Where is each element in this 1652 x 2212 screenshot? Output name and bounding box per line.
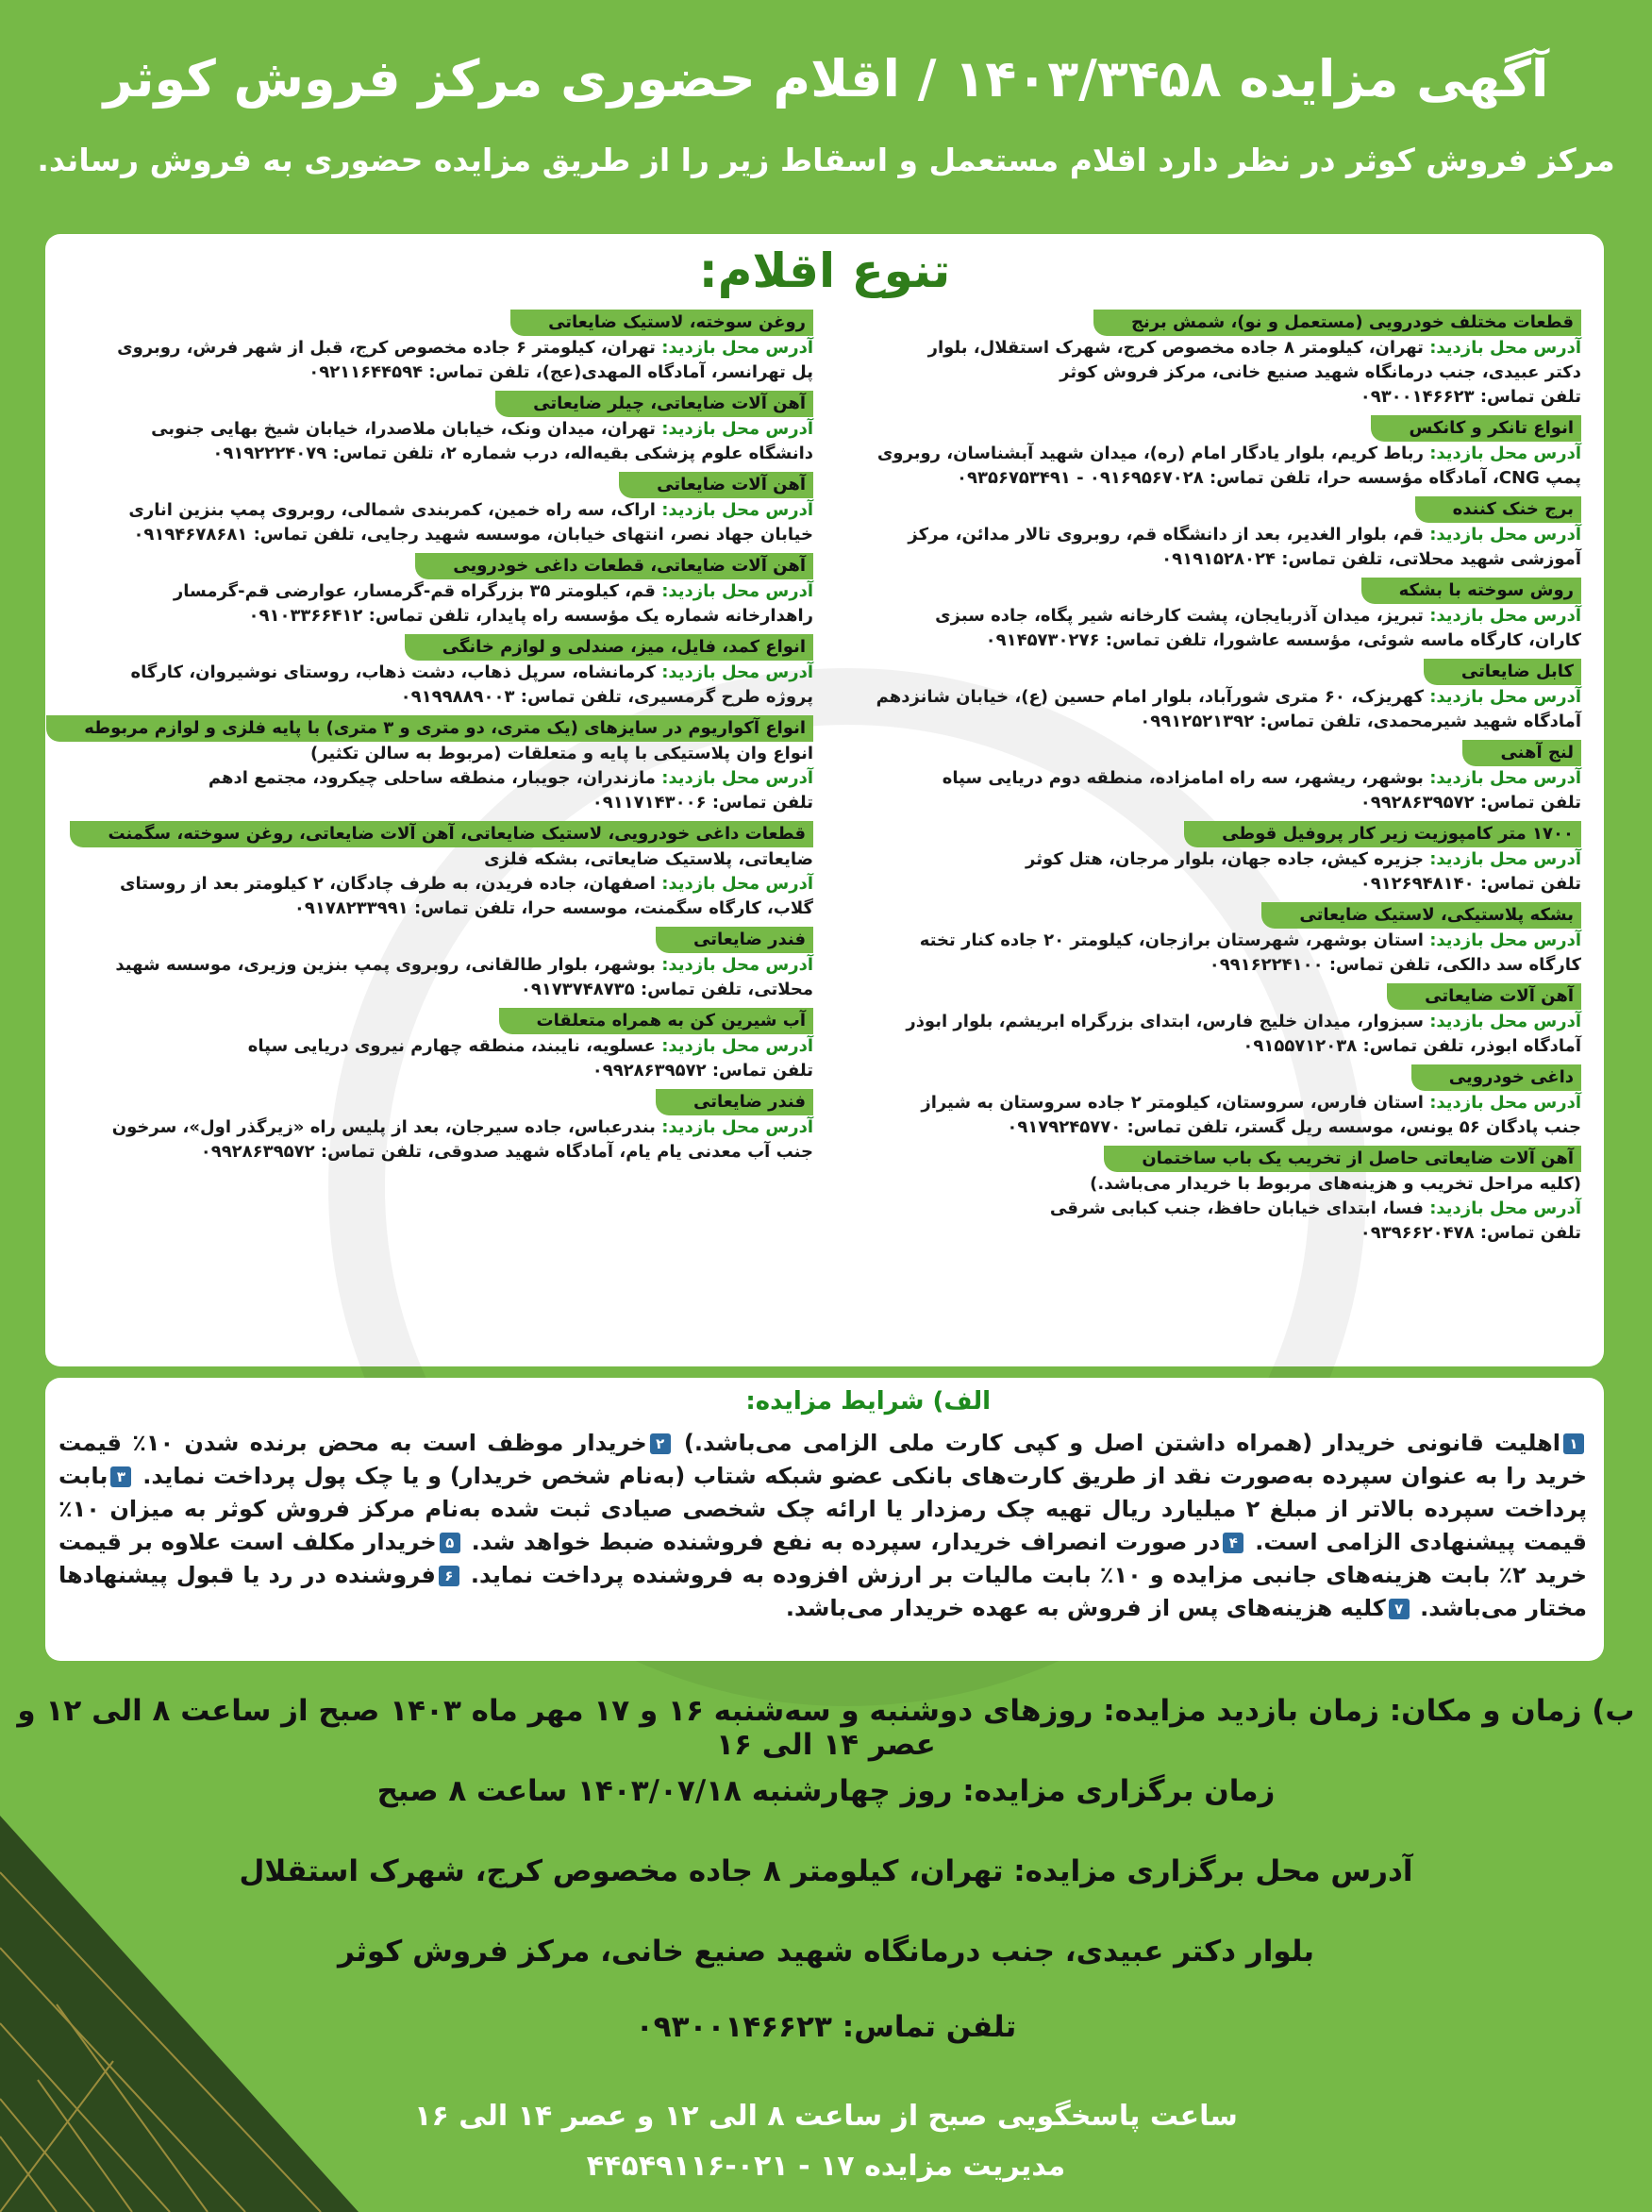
item-line: آدرس محل بازدید: قم، کیلومتر ۳۵ بزرگراه قم-گرمسار، عوارضی قم-گرمسار <box>173 581 813 601</box>
item-entry <box>68 927 813 1002</box>
item-line: محلاتی، تلفن تماس: ۰۹۱۷۳۷۴۸۷۳۵ <box>520 980 813 999</box>
condition-text: در صورت انصراف خریدار، سپرده به نفع فروشنده ضبط خواهد شد. <box>462 1529 1221 1555</box>
item-line: تلفن تماس: ۰۹۱۱۷۱۴۳۰۰۶ <box>592 793 813 813</box>
item-line: آدرس محل بازدید: جزیره کیش، جاده جهان، بلوار مرجان، هتل کوثر <box>1026 849 1581 869</box>
visit-address-label: آدرس محل بازدید: <box>661 955 813 975</box>
item-caption: انواع تانکر و کانکس <box>1371 415 1581 442</box>
item-line: دانشگاه علوم پزشکی بقیه‌اله، درب شماره ۲، تلفن تماس: ۰۹۱۹۲۲۲۴۰۷۹ <box>212 444 813 463</box>
item-entry <box>836 1146 1581 1246</box>
item-entry <box>68 391 813 466</box>
item-caption: روغن سوخته، لاستیک ضایعاتی <box>510 310 813 336</box>
item-line: آدرس محل بازدید: کرمانشاه، سرپل ذهاب، دشت ذهاب، روستای نوشیروان، کارگاه <box>130 662 813 682</box>
visit-address-label: آدرس محل بازدید: <box>1429 1012 1581 1031</box>
items-title: تنوع اقلام: <box>698 243 951 298</box>
visit-address-label: آدرس محل بازدید: <box>661 1036 813 1056</box>
condition-number: ۶ <box>439 1566 459 1586</box>
item-line: آدرس محل بازدید: استان بوشهر، شهرستان برازجان، کیلومتر ۲۰ جاده کنار تخته <box>919 930 1581 950</box>
item-line: آمادگاه شهید شیرمحمدی، تلفن تماس: ۰۹۹۱۲۵۲۱۳۹۲ <box>1140 712 1581 731</box>
item-caption: ۱۷۰۰ متر کامپوزیت زیر کار پروفیل قوطی <box>1184 821 1581 847</box>
visit-address-label: آدرس محل بازدید: <box>661 419 813 439</box>
item-line: خیابان جهاد نصر، انتهای خیابان، موسسه شهید رجایی، تلفن تماس: ۰۹۱۹۴۶۷۸۶۸۱ <box>133 525 813 545</box>
items-column-right <box>836 310 1581 1251</box>
item-caption: فندر ضایعاتی <box>656 927 813 953</box>
item-entry <box>68 1089 813 1165</box>
item-caption: داغی خودرویی <box>1411 1064 1581 1091</box>
item-line: تلفن تماس: ۰۹۹۲۸۶۳۹۵۷۲ <box>592 1061 813 1081</box>
item-entry <box>836 821 1581 897</box>
item-line: ضایعاتی، پلاستیک ضایعاتی، بشکه فلزی <box>484 849 813 869</box>
visit-address-label: آدرس محل بازدید: <box>1429 768 1581 788</box>
item-caption: انواع آکواریوم در سایزهای (یک متری، دو متری و ۳ متری) با پایه فلزی و لوازم مربوطه <box>46 715 813 742</box>
item-line: کارگاه سد دالکی، تلفن تماس: ۰۹۹۱۶۲۲۴۱۰۰ <box>1209 955 1581 975</box>
item-caption: آب شیرین کن به همراه متعلقات <box>499 1008 813 1034</box>
item-caption: برج خنک کننده <box>1415 496 1581 523</box>
item-line: جنب آب معدنی یام یام، آمادگاه شهید صدوقی، تلفن تماس: ۰۹۹۲۸۶۳۹۵۷۲ <box>200 1142 813 1162</box>
visit-address-label: آدرس محل بازدید: <box>661 338 813 358</box>
visit-address-label: آدرس محل بازدید: <box>1429 606 1581 626</box>
item-line: پروژه طرح گرمسیری، تلفن تماس: ۰۹۱۹۹۸۸۹۰۰۳ <box>400 687 813 707</box>
notice-subtitle: مرکز فروش کوثر در نظر دارد اقلام مستعمل و اسقاط زیر را از طریق مزایده حضوری به فروش رساند. <box>37 142 1615 178</box>
item-line: آدرس محل بازدید: اصفهان، جاده فریدن، به طرف چادگان، ۲ کیلومتر بعد از روستای <box>119 874 813 894</box>
item-entry <box>68 553 813 628</box>
item-caption: لنج آهنی <box>1462 740 1581 766</box>
item-line: تلفن تماس: ۰۹۹۲۸۶۳۹۵۷۲ <box>1360 793 1581 813</box>
item-entry <box>836 496 1581 572</box>
item-line: گلاب، کارگاه سگمنت، موسسه حرا، تلفن تماس: ۰۹۱۷۸۲۳۳۹۹۱ <box>293 898 813 918</box>
auction-address-line1: آدرس محل برگزاری مزایده: تهران، کیلومتر ۸ جاده مخصوص کرج، شهرک استقلال <box>239 1854 1413 1888</box>
item-entry <box>836 310 1581 410</box>
visit-address-label: آدرس محل بازدید: <box>661 581 813 601</box>
item-line: آدرس محل بازدید: کهریزک، ۶۰ متری شورآباد، بلوار امام حسین (ع)، خیابان شانزدهم <box>876 687 1581 707</box>
visit-address-label: آدرس محل بازدید: <box>1429 687 1581 707</box>
item-line: آدرس محل بازدید: رباط کریم، بلوار یادگار امام (ره)، میدان شهید آبشناسان، روبروی <box>876 444 1581 463</box>
condition-text: فروشنده در رد یا قبول پیشنهادها مختار می‌باشد. <box>58 1562 1587 1621</box>
item-caption: کابل ضایعاتی <box>1424 659 1581 685</box>
item-line: دکتر عبیدی، جنب درمانگاه شهید صنیع خانی، مرکز فروش کوثر <box>1060 362 1581 382</box>
item-line: آدرس محل بازدید: فسا، ابتدای خیابان حافظ، جنب کبابی شرقی <box>1049 1198 1581 1218</box>
conditions-body <box>58 1427 1587 1625</box>
item-caption: انواع کمد، فایل، میز، صندلی و لوازم خانگی <box>405 634 813 661</box>
item-entry <box>68 715 813 815</box>
management-contact: مدیریت مزایده ۱۷ - ۰۲۱-۴۴۵۴۹۱۱۶ <box>586 2150 1066 2183</box>
item-line: آمادگاه ابوذر، تلفن تماس: ۰۹۱۵۵۷۱۲۰۳۸ <box>1243 1036 1581 1056</box>
item-line: پل تهرانسر، آمادگاه المهدی(عج)، تلفن تماس: ۰۹۲۱۱۶۴۴۵۹۴ <box>309 362 813 382</box>
condition-text: اهلیت قانونی خریدار (همراه داشتن اصل و کپی کارت ملی الزامی می‌باشد.) <box>673 1430 1560 1456</box>
item-line: تلفن تماس: ۰۹۳۰۰۱۴۶۶۲۳ <box>1360 387 1581 407</box>
response-hours: ساعت پاسخگویی صبح از ساعت ۸ الی ۱۲ و عصر ۱۴ الی ۱۶ <box>414 2100 1238 2133</box>
item-line: آدرس محل بازدید: تهران، میدان ونک، خیابان ملاصدرا، خیابان شیخ بهایی جنوبی <box>151 419 813 439</box>
items-column-left <box>68 310 813 1170</box>
visit-address-label: آدرس محل بازدید: <box>1429 849 1581 869</box>
condition-number: ۵ <box>440 1533 460 1553</box>
condition-number: ۴ <box>1223 1533 1243 1553</box>
item-line: انواع وان پلاستیکی با پایه و متعلقات (مربوط به سالن تکثیر) <box>309 744 813 763</box>
item-line: آدرس محل بازدید: تهران، کیلومتر ۸ جاده مخصوص کرج، شهرک استقلال، بلوار <box>927 338 1581 358</box>
item-entry <box>68 310 813 385</box>
item-line: آدرس محل بازدید: قم، بلوار الغدیر، بعد از دانشگاه قم، روبروی تالار مدائن، مرکز <box>908 525 1581 545</box>
item-caption: آهن آلات ضایعاتی <box>1387 983 1581 1010</box>
items-panel <box>45 234 1604 1366</box>
condition-text: بابت پرداخت سپرده بالاتر از مبلغ ۲ میلیارد ریال تهیه چک رمزدار یا ارائه چک شخصی صیادی ثبت شده به‌نام مرکز فروش کوثر به میزان ۱۰٪ قیمت پیشنهادی الزامی است. <box>58 1463 1588 1555</box>
condition-number: ۳ <box>110 1466 131 1487</box>
item-caption: آهن آلات ضایعاتی <box>619 472 813 498</box>
item-line: راهدارخانه شماره یک مؤسسه راه پایدار، تلفن تماس: ۰۹۱۰۳۳۶۶۴۱۲ <box>248 606 813 626</box>
visit-address-label: آدرس محل بازدید: <box>1429 338 1581 358</box>
item-caption: قطعات مختلف خودرویی (مستعمل و نو)، شمش برنج <box>1093 310 1581 336</box>
item-line: تلفن تماس: ۰۹۳۹۶۶۲۰۴۷۸ <box>1360 1223 1581 1243</box>
item-caption: آهن آلات ضایعاتی حاصل از تخریب یک باب ساختمان <box>1104 1146 1581 1172</box>
item-line: پمپ CNG، آمادگاه مؤسسه حرا، تلفن تماس: ۰۹۱۶۹۵۶۷۰۲۸ - ۰۹۳۵۶۷۵۳۴۹۱ <box>957 468 1581 488</box>
item-entry <box>836 578 1581 653</box>
visit-address-label: آدرس محل بازدید: <box>661 500 813 520</box>
visit-address-label: آدرس محل بازدید: <box>1429 1198 1581 1218</box>
item-entry <box>836 659 1581 734</box>
auction-address-line2: بلوار دکتر عبیدی، جنب درمانگاه شهید صنیع خانی، مرکز فروش کوثر <box>337 1935 1315 1969</box>
item-entry <box>836 902 1581 978</box>
visit-address-label: آدرس محل بازدید: <box>1429 930 1581 950</box>
item-line: آدرس محل بازدید: بوشهر، بلوار طالقانی، روبروی پمپ بنزین وزیری، موسسه شهید <box>115 955 813 975</box>
item-line: آدرس محل بازدید: تبریز، میدان آذربایجان، پشت کارخانه شیر پگاه، جاده سبزی <box>935 606 1581 626</box>
item-caption: روش سوخته با بشکه <box>1361 578 1581 604</box>
condition-number: ۷ <box>1389 1599 1410 1619</box>
item-entry <box>68 1008 813 1083</box>
item-entry <box>68 472 813 547</box>
conditions-title: الف) شرایط مزایده: <box>745 1387 991 1416</box>
visit-address-label: آدرس محل بازدید: <box>661 874 813 894</box>
item-line: آدرس محل بازدید: عسلویه، نایبند، منطقه چهارم نیروی دریایی سپاه <box>247 1036 813 1056</box>
condition-text: خریدار مکلف است علاوه بر قیمت خرید ۲٪ بابت هزینه‌های جانبی مزایده و ۱۰٪ بابت مالیات بر ارزش افزوده به فروشنده پرداخت نماید. <box>58 1529 1587 1588</box>
item-caption: آهن آلات ضایعاتی، قطعات داغی خودرویی <box>415 553 813 579</box>
conditions-panel <box>45 1378 1604 1661</box>
visit-address-label: آدرس محل بازدید: <box>1429 1093 1581 1113</box>
condition-number: ۱ <box>1563 1433 1584 1454</box>
item-caption: بشکه پلاستیکی، لاستیک ضایعاتی <box>1261 902 1581 929</box>
condition-number: ۲ <box>650 1433 671 1454</box>
item-line: (کلیه مراحل تخریب و هزینه‌های مربوط با خریدار می‌باشد.) <box>1090 1174 1581 1194</box>
item-line: آدرس محل بازدید: استان فارس، سروستان، کیلومتر ۲ جاده سروستان به شیراز <box>921 1093 1581 1113</box>
condition-text: کلیه هزینه‌های پس از فروش به عهده خریدار می‌باشد. <box>785 1595 1386 1621</box>
item-line: آدرس محل بازدید: بندرعباس، جاده سیرجان، بعد از پلیس راه «زیرگذر اول»، سرخون <box>111 1117 813 1137</box>
item-entry <box>68 821 813 921</box>
visit-address-label: آدرس محل بازدید: <box>1429 525 1581 545</box>
item-caption: فندر ضایعاتی <box>656 1089 813 1115</box>
item-entry <box>836 740 1581 815</box>
condition-text: خریدار موظف است به محض برنده شدن ۱۰٪ قیمت خرید را به عنوان سپرده به‌صورت نقد از طریق کارت‌های بانکی عضو شبکه شتاب (به‌نام شخص خریدار) و یا چک پول پرداخت نماید. <box>58 1430 1587 1489</box>
item-caption: قطعات داغی خودرویی، لاستیک ضایعاتی، آهن آلات ضایعاتی، روغن سوخته، سگمنت <box>70 821 813 847</box>
visit-address-label: آدرس محل بازدید: <box>661 768 813 788</box>
item-caption: آهن آلات ضایعاتی، چیلر ضایعاتی <box>495 391 813 417</box>
item-entry <box>68 634 813 710</box>
visit-address-label: آدرس محل بازدید: <box>661 1117 813 1137</box>
visit-address-label: آدرس محل بازدید: <box>1429 444 1581 463</box>
item-line: آدرس محل بازدید: سبزوار، میدان خلیج فارس، ابتدای بزرگراه ابریشم، بلوار ابوذر <box>906 1012 1581 1031</box>
item-entry <box>836 415 1581 491</box>
item-entry <box>836 1064 1581 1140</box>
item-line: آدرس محل بازدید: تهران، کیلومتر ۶ جاده مخصوص کرج، قبل از شهر فرش، روبروی <box>117 338 813 358</box>
item-line: جنب پادگان ۵۶ یونس، موسسه ریل گستر، تلفن تماس: ۰۹۱۷۹۲۴۵۷۷۰ <box>1007 1117 1581 1137</box>
item-line: آدرس محل بازدید: اراک، سه راه خمین، کمربندی شمالی، روبروی پمپ بنزین اناری <box>128 500 813 520</box>
item-line: آدرس محل بازدید: بوشهر، ریشهر، سه راه امامزاده، منطقه دوم دریایی سپاه <box>942 768 1581 788</box>
auction-time: زمان برگزاری مزایده: روز چهارشنبه ۱۴۰۳/۰۷/۱۸ ساعت ۸ صبح <box>376 1774 1276 1808</box>
item-line: آموزشی شهید محلاتی، تلفن تماس: ۰۹۱۹۱۵۲۸۰۲۴ <box>1161 549 1581 569</box>
visit-address-label: آدرس محل بازدید: <box>661 662 813 682</box>
notice-title: آگهی مزایده ۱۴۰۳/۳۴۵۸ / اقلام حضوری مرکز فروش کوثر <box>103 49 1549 109</box>
item-entry <box>836 983 1581 1059</box>
item-line: آدرس محل بازدید: مازندران، جویبار، منطقه ساحلی چیکرود، مجتمع ادهم <box>208 768 813 788</box>
item-line: تلفن تماس: ۰۹۱۲۶۹۴۸۱۴۰ <box>1360 874 1581 894</box>
item-line: کاران، کارگاه ماسه شوئی، مؤسسه عاشورا، تلفن تماس: ۰۹۱۴۵۷۳۰۲۷۶ <box>985 630 1581 650</box>
visit-schedule: ب) زمان و مکان: زمان بازدید مزایده: روزهای دوشنبه و سه‌شنبه ۱۶ و ۱۷ مهر ماه ۱۴۰۳ صبح از ساعت ۸ الی ۱۲ و عصر ۱۴ الی ۱۶ <box>17 1694 1635 1762</box>
auction-phone: تلفن تماس: ۰۹۳۰۰۱۴۶۶۲۳ <box>635 2010 1017 2044</box>
